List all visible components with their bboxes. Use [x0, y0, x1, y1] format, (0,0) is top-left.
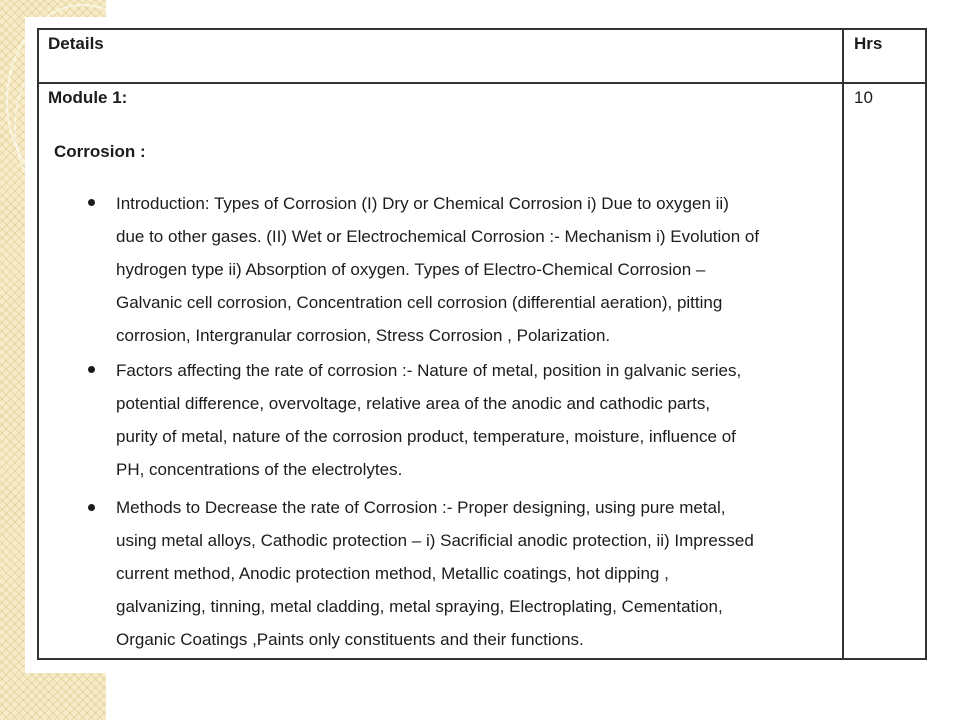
header-row-divider [39, 82, 925, 84]
table-top-border [39, 28, 925, 30]
syllabus-table [37, 28, 927, 660]
module-title: Module 1: [48, 88, 128, 107]
bullet-icon [88, 504, 95, 511]
bullet-icon [88, 366, 95, 373]
header-hrs: Hrs [854, 34, 883, 53]
list-item: Introduction: Types of Corrosion (I) Dry or Chemical Corrosion i) Due to oxygen ii) due to other gases. (II) Wet or Electrochemical Corrosion :- Mechanism i) Evolution of hydrogen type ii) Absorption of oxygen. Types of Electro-Chemical Corrosion – Galvanic cell corrosion, Concentration cell corrosion (differential aeration), pitting corrosion, Intergranular corrosion, Stress Corrosion , Polarization. [116, 194, 760, 345]
table-bottom-border [39, 658, 925, 660]
list-item: Methods to Decrease the rate of Corrosion :- Proper designing, using pure metal, using metal alloys, Cathodic protection – i) Sacrificial anodic protection, ii) Impressed current method, Anodic protection method, Metallic coatings, hot dipping , galvanizing, tinning, metal cladding, metal spraying, Electroplating, Cementation, Organic Coatings ,Paints only constituents and their functions. [116, 498, 754, 649]
section-heading: Corrosion : [54, 142, 146, 161]
module-hours: 10 [854, 88, 873, 107]
bullet-icon [88, 199, 95, 206]
header-details: Details [48, 34, 104, 53]
column-divider [842, 28, 844, 660]
list-item: Factors affecting the rate of corrosion :- Nature of metal, position in galvanic series, potential difference, overvoltage, relative area of the anodic and cathodic parts, purity of metal, nature of the corrosion product, temperature, moisture, influence of PH, concentrations of the electrolytes. [116, 361, 742, 479]
